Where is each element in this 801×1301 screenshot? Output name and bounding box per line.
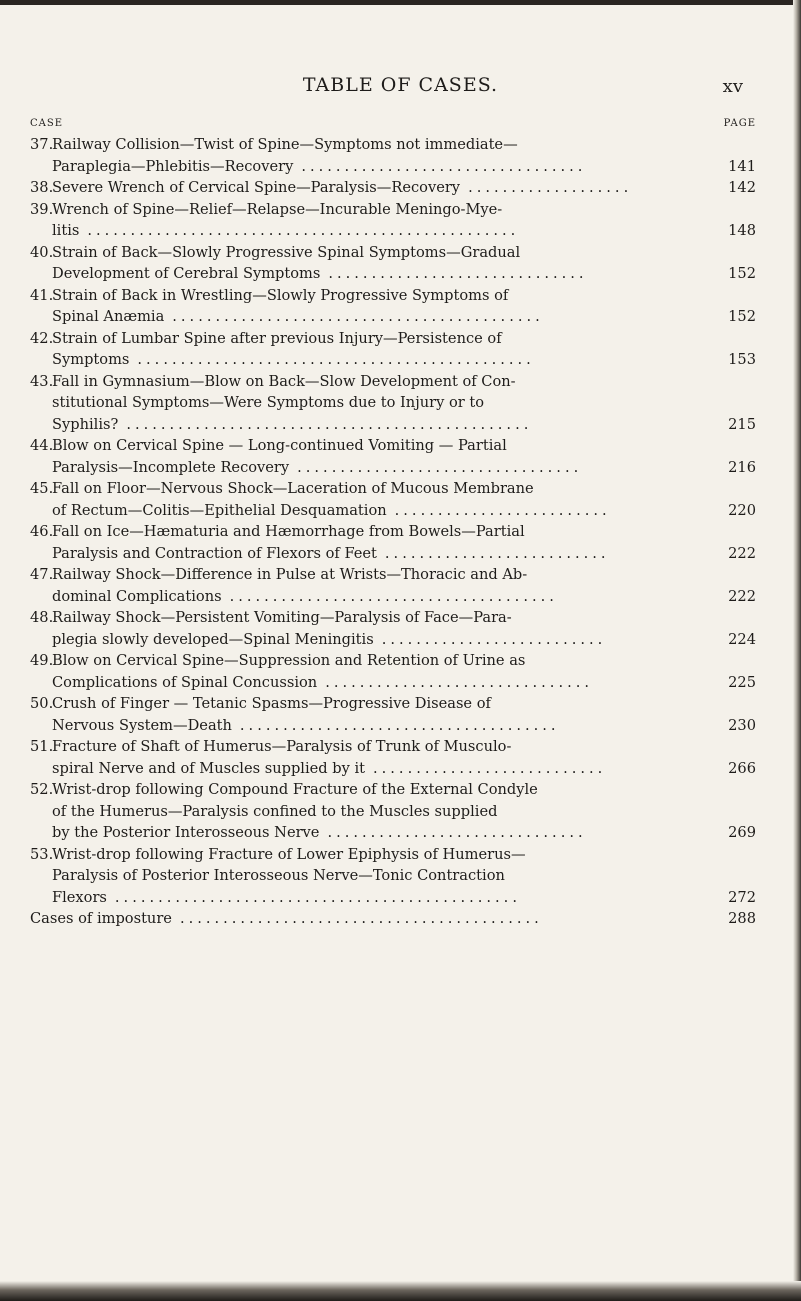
case-title-text: Wrist-drop following Fracture of Lower Epiphysis of Humerus— [52,845,526,863]
page-title: TABLE OF CASES. [302,74,499,96]
case-number: 51. [30,738,54,755]
case-number: 42. [30,329,54,347]
dot-leader: .............................. [327,824,587,841]
case-page-number: 288 [728,910,756,927]
case-title-text: of the Humerus—Paralysis confined to the Muscles supplied [52,802,498,820]
case-entry-line [30,134,760,156]
case-title-text: Paralysis of Posterior Interosseous Nerve—Tonic Contraction [52,867,505,884]
case-number: 39. [30,200,54,218]
case-number: 37. [30,136,54,153]
case-entry-line [30,328,760,350]
dot-leader: .......................... [384,544,610,562]
case-number: 38. [30,179,54,196]
case-entry-line [30,629,760,651]
case-title-text: Blow on Cervical Spine—Suppression and Retention of Urine as [52,652,526,669]
case-entry-line [30,693,760,715]
case-title-text: Severe Wrench of Cervical Spine—Paralysis—Recovery [52,179,461,196]
case-entry-line [30,758,760,780]
case-entry [30,371,760,436]
case-entry-line [30,586,760,608]
case-title-text: Cases of imposture [30,910,172,927]
case-title-text: Strain of Back—Slowly Progressive Spinal Symptoms—Gradual [52,243,521,261]
page-bottom-edge [0,1281,801,1301]
case-title-text: Wrench of Spine—Relief—Relapse—Incurable Meningo-Mye- [52,200,503,218]
case-page-number: 220 [728,501,756,519]
case-page-number: 225 [728,673,756,691]
page-right-edge [793,0,801,1301]
case-entry-line [30,371,760,393]
dot-leader: ............................... [325,673,593,691]
case-entry-line [30,457,760,479]
dot-leader: ........................... [373,759,607,777]
case-title-text: Wrist-drop following Compound Fracture of the External Condyle [52,781,538,798]
case-entry [30,779,760,844]
case-number: 53. [30,845,54,863]
case-number: 44. [30,437,54,454]
dot-leader: ................................. [301,157,587,175]
case-entry [30,564,760,607]
case-page-number: 152 [728,265,756,282]
case-entry [30,607,760,650]
case-title-text: Crush of Finger — Tetanic Spasms—Progressive Disease of [52,695,491,712]
case-entry [30,736,760,779]
case-entry-line [30,650,760,672]
case-number: 47. [30,566,54,583]
case-title-text: of Rectum—Colitis—Epithelial Desquamation [52,501,387,519]
case-entry-line [30,564,760,586]
case-title-text: Railway Collision—Twist of Spine—Symptoms not immediate— [52,136,518,153]
case-entry-line [30,414,760,436]
case-entry [30,435,760,478]
case-page-number: 142 [728,179,756,196]
dot-leader: ................................. [297,458,583,476]
case-page-number: 230 [728,716,756,734]
running-head [0,70,801,104]
case-title-text: litis [52,222,80,239]
case-entry-line [30,779,760,801]
case-number: 43. [30,372,54,390]
case-entry [30,908,760,930]
case-entry-line [30,500,760,522]
dot-leader: ............................................... [126,415,533,433]
case-entry-line [30,306,760,328]
case-number: 50. [30,695,54,712]
case-column-label: CASE [30,118,64,129]
case-number: 40. [30,243,54,261]
case-entry-line [30,263,760,285]
case-entry-line [30,220,760,242]
page-column-label: PAGE [723,118,756,129]
case-entry [30,177,760,199]
case-title-text: Strain of Lumbar Spine after previous Injury—Persistence of [52,329,502,347]
dot-leader: ................... [468,179,633,196]
case-page-number: 141 [728,157,756,175]
case-page-number: 266 [728,759,756,777]
dot-leader: .......................... [381,630,607,648]
case-page-number: 153 [728,351,756,368]
case-number: 41. [30,286,54,304]
case-title-text: Railway Shock—Difference in Pulse at Wrists—Thoracic and Ab- [52,566,528,583]
case-page-number: 269 [728,824,756,841]
case-entry-line [30,672,760,694]
case-page-number: 152 [728,308,756,325]
case-page-number: 222 [728,544,756,562]
dot-leader: ...................................... [229,587,558,605]
case-entry [30,285,760,328]
case-entry-line [30,607,760,629]
case-entry-line [30,543,760,565]
case-number: 52. [30,781,54,798]
column-labels [30,118,756,134]
case-title-text: Nervous System—Death [52,716,232,734]
case-entry-line [30,801,760,823]
case-entry [30,478,760,521]
dot-leader: .......................................... [179,910,543,927]
case-entry [30,328,760,371]
case-number: 48. [30,609,54,626]
case-title-text: Development of Cerebral Symptoms [52,265,321,282]
case-entry [30,693,760,736]
case-entry-line [30,521,760,543]
case-entry [30,844,760,909]
case-entry-line [30,865,760,887]
case-entry-line [30,435,760,457]
dot-leader: ............................................... [114,888,521,906]
case-entry-line [30,822,760,844]
case-entry-line [30,478,760,500]
case-title-text: stitutional Symptoms—Were Symptoms due to Injury or to [52,394,485,411]
case-page-number: 216 [728,458,756,476]
case-number: 45. [30,480,54,497]
case-entry [30,134,760,177]
dot-leader: ......................... [394,501,611,519]
case-title-text: Fall on Ice—Hæmaturia and Hæmorrhage from Bowels—Partial [52,523,525,540]
case-entry-line [30,887,760,909]
case-entry [30,199,760,242]
case-entry [30,242,760,285]
case-title-text: spiral Nerve and of Muscles supplied by it [52,759,366,777]
case-entry-line [30,177,760,199]
case-title-text: Flexors [52,888,107,906]
case-page-number: 215 [728,415,756,433]
case-number: 46. [30,523,54,540]
case-page-number: 222 [728,587,756,605]
case-title-text: dominal Complications [52,587,222,605]
case-title-text: by the Posterior Interosseous Nerve [52,824,320,841]
case-title-text: Syphilis? [52,415,119,433]
case-entry-line [30,156,760,178]
case-list [30,134,760,930]
case-entry-line [30,285,760,307]
case-entry [30,650,760,693]
dot-leader: .................................................. [87,222,520,239]
dot-leader: ........................................... [172,308,544,325]
case-title-text: Spinal Anæmia [52,308,165,325]
page-top-border [0,0,801,5]
case-entry [30,521,760,564]
page-number: xv [722,76,743,97]
dot-leader: .............................................. [137,351,535,368]
case-title-text: Symptoms [52,351,130,368]
case-entry-line [30,242,760,264]
case-entry-line [30,199,760,221]
case-title-text: Fall in Gymnasium—Blow on Back—Slow Development of Con- [52,372,516,390]
case-entry-line [30,349,760,371]
dot-leader: .............................. [328,265,588,282]
case-title-text: Railway Shock—Persistent Vomiting—Paralysis of Face—Para- [52,609,512,626]
case-title-text: Paralysis and Contraction of Flexors of Feet [52,544,377,562]
case-page-number: 272 [728,888,756,906]
case-title-text: Fracture of Shaft of Humerus—Paralysis of Trunk of Musculo- [52,738,512,755]
case-title-text: Paraplegia—Phlebitis—Recovery [52,157,294,175]
case-entry-line [30,908,760,930]
case-title-text: plegia slowly developed—Spinal Meningitis [52,630,374,648]
case-entry-line [30,844,760,866]
case-title-text: Paralysis—Incomplete Recovery [52,458,290,476]
case-entry-line [30,715,760,737]
case-title-text: Complications of Spinal Concussion [52,673,318,691]
case-entry-line [30,736,760,758]
case-page-number: 224 [728,630,756,648]
case-page-number: 148 [728,222,756,239]
case-title-text: Strain of Back in Wrestling—Slowly Progressive Symptoms of [52,286,509,304]
dot-leader: ..................................... [239,716,560,734]
case-title-text: Fall on Floor—Nervous Shock—Laceration of Mucous Membrane [52,480,534,497]
case-title-text: Blow on Cervical Spine — Long-continued Vomiting — Partial [52,437,507,454]
case-entry-line [30,392,760,414]
case-number: 49. [30,652,54,669]
